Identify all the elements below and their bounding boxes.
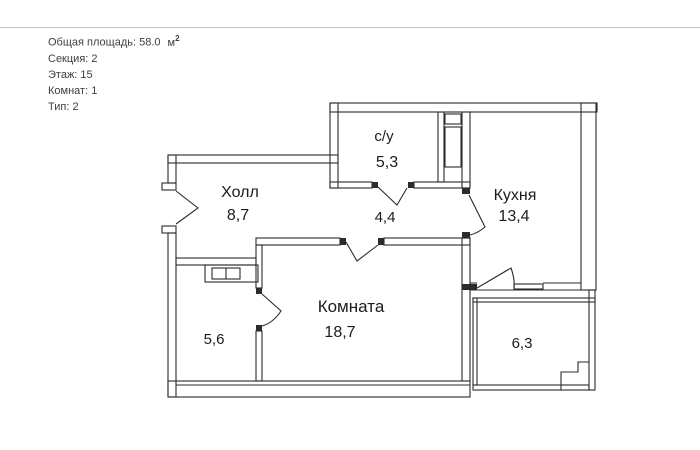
cap-room-right xyxy=(378,238,384,245)
wall-corridor-room-left xyxy=(256,238,340,245)
cap-wardrobe-bottom xyxy=(256,325,262,331)
kitchen-door-leaf xyxy=(469,195,485,235)
room-area-corridor: 4,4 xyxy=(374,209,396,226)
wall-balcony-top xyxy=(473,298,595,302)
wall-top-band xyxy=(330,103,597,112)
wardrobe-door-leaf xyxy=(262,294,281,326)
room-label-hall: Холл xyxy=(221,184,259,201)
wall-right xyxy=(581,103,596,290)
walls xyxy=(162,103,597,397)
area-unit: м xyxy=(167,36,176,49)
room-door-leaf xyxy=(346,242,378,261)
cap-bathroom-right xyxy=(408,182,414,188)
cap-room-left xyxy=(340,238,346,245)
room-label-living-room: Комната xyxy=(317,297,385,316)
room-area-kitchen: 13,4 xyxy=(498,208,530,225)
room-area-balcony: 6,3 xyxy=(511,335,533,352)
wall-hall-wardrobe xyxy=(176,258,256,265)
type-line: Тип: 2 xyxy=(48,100,79,113)
balcony-door-leaf xyxy=(477,268,514,288)
room-area-bathroom: 5,3 xyxy=(375,154,399,171)
kitchen-window-sill xyxy=(514,284,543,289)
wall-kitchen-left-lower xyxy=(462,238,470,381)
room-area-wardrobe: 5,6 xyxy=(203,331,225,348)
room-area-hall: 8,7 xyxy=(226,207,250,224)
wall-left-lower xyxy=(168,233,176,397)
cap-bathroom-left xyxy=(372,182,378,188)
wall-balcony-bottom xyxy=(473,385,589,390)
entrance-jamb-bottom xyxy=(162,226,176,233)
wall-corridor-room-right xyxy=(384,238,470,245)
entrance-door-leaf xyxy=(176,191,198,224)
bathroom-door-leaf xyxy=(378,187,407,205)
cap-kitchen-top xyxy=(462,188,470,194)
entrance-jamb-top xyxy=(162,183,176,190)
area-superscript: 2 xyxy=(175,34,180,43)
wall-room-left-lower xyxy=(256,331,262,381)
room-label-bathroom: с/у xyxy=(374,128,394,145)
wall-bottom xyxy=(168,381,470,397)
total-area-text: Общая площадь: 58.0 xyxy=(48,36,161,49)
room-area-living-room: 18,7 xyxy=(324,324,356,341)
wall-hall-top xyxy=(168,155,338,163)
wall-kitchen-left-upper xyxy=(462,112,470,188)
balcony-corner-step xyxy=(561,362,589,390)
cap-kitchen-corner xyxy=(462,284,470,290)
rooms-count-line: Комнат: 1 xyxy=(48,84,98,97)
cap-balcony-door xyxy=(470,284,477,290)
wall-balcony-right xyxy=(589,290,595,390)
wall-bathroom-left xyxy=(330,103,338,188)
cap-kitchen-bottom xyxy=(462,232,470,238)
room-labels xyxy=(204,128,537,352)
floor-line: Этаж: 15 xyxy=(48,68,93,81)
cap-wardrobe-top xyxy=(256,288,262,294)
shaft-upper-large xyxy=(445,127,461,167)
room-label-kitchen: Кухня xyxy=(493,187,537,204)
wall-bathroom-shaft-divider xyxy=(438,112,444,182)
section-line: Секция: 2 xyxy=(48,52,98,65)
wall-bathroom-bottom-left xyxy=(330,182,372,188)
wall-left-upper xyxy=(168,155,176,183)
shaft-upper-small xyxy=(445,114,461,124)
wall-balcony-left xyxy=(473,298,477,385)
